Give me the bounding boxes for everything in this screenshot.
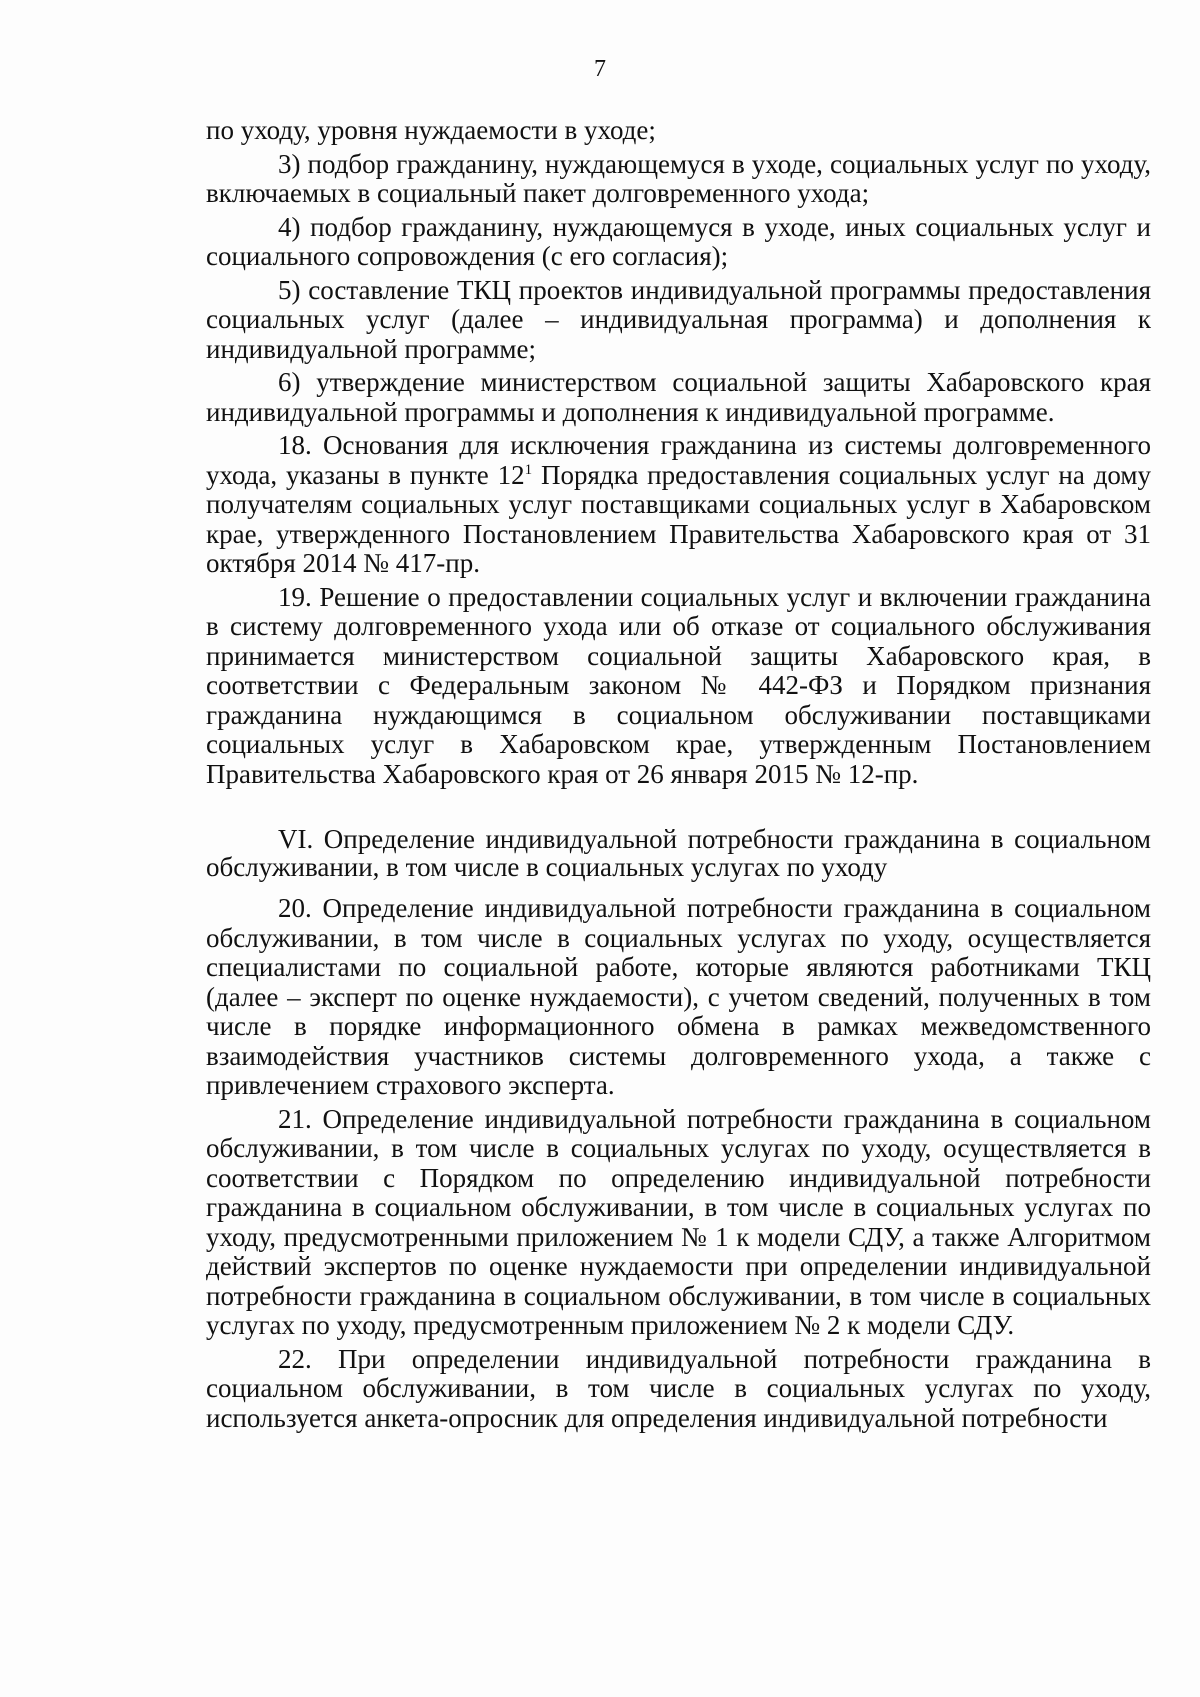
list-item-5: 5) составление ТКЦ проектов индивидуальной программы предоставления социальных услуг (далее – индивидуальная программа) и дополнения к индивидуальной программе; bbox=[206, 274, 1151, 364]
clause-18-text-start: 18. Основания для исключения гражданина из системы долговременного ухода, указаны в пункте 12 bbox=[206, 430, 1151, 490]
list-item-6: 6) утверждение министерством социальной защиты Хабаровского края индивидуальной программы и дополнения к индивидуальной программе. bbox=[206, 367, 1151, 427]
clause-18 bbox=[206, 431, 1151, 579]
clause-21: 21. Определение индивидуальной потребности гражданина в социальном обслуживании, в том числе в социальных услугах по уходу, осуществляется в соответствии с Порядком по определению индивидуальной потребности гражданина в социальном обслуживании, в том числе в социальных услугах по уходу, предусмотренными приложением № 1 к модели СДУ, а также Алгоритмом действий экспертов по оценке нуждаемости при определении индивидуальной потребности гражданина в социальном обслуживании, в том числе в социальных услугах по уходу, предусмотренным приложением № 2 к модели СДУ. bbox=[206, 1103, 1151, 1340]
clause-20: 20. Определение индивидуальной потребности гражданина в социальном обслуживании, в том числе в социальных услугах по уходу, осуществляется специалистами по социальной работе, которые являются работниками ТКЦ (далее – эксперт по оценке нуждаемости), с учетом сведений, полученных в том числе в порядке информационного обмена в рамках межведомственного взаимодействия участников системы долговременного ухода, а также с привлечением страхового эксперта. bbox=[206, 893, 1151, 1100]
paragraph-continuation: по уходу, уровня нуждаемости в уходе; bbox=[206, 115, 656, 145]
clause-22: 22. При определении индивидуальной потребности гражданина в социальном обслуживании, в том числе в социальных услугах по уходу, используется анкета-опросник для определения индивидуальной потребности bbox=[206, 1343, 1151, 1433]
clause-18-superscript: 1 bbox=[524, 461, 533, 478]
clause-18-text-end: Порядка предоставления социальных услуг на дому получателям социальных услуг поставщиками социальных услуг в Хабаровском крае, утвержденного Постановлением Правительства Хабаровского края от 31 октября 2014 № 417-пр. bbox=[206, 459, 1151, 578]
page-number: 7 bbox=[594, 56, 606, 82]
document-body bbox=[206, 116, 1151, 1437]
clause-19: 19. Решение о предоставлении социальных услуг и включении гражданина в систему долговременного ухода или об отказе от социального обслуживания принимается министерством социальной защиты Хабаровского края, в соответствии с Федеральным законом № 442-ФЗ и Порядком признания гражданина нуждающимся в социальном обслуживании поставщиками социальных услуг в Хабаровском крае, утвержденным Постановлением Правительства Хабаровского края от 26 января 2015 № 12-пр. bbox=[206, 581, 1151, 789]
list-item-4: 4) подбор гражданину, нуждающемуся в уходе, иных социальных услуг и социального сопровождения (с его согласия); bbox=[206, 211, 1151, 271]
list-item-3: 3) подбор гражданину, нуждающемуся в уходе, социальных услуг по уходу, включаемых в социальный пакет долговременного ухода; bbox=[206, 148, 1151, 208]
section-heading-vi: VI. Определение индивидуальной потребности гражданина в социальном обслуживании, в том числе в социальных услугах по уходу bbox=[206, 824, 1151, 882]
